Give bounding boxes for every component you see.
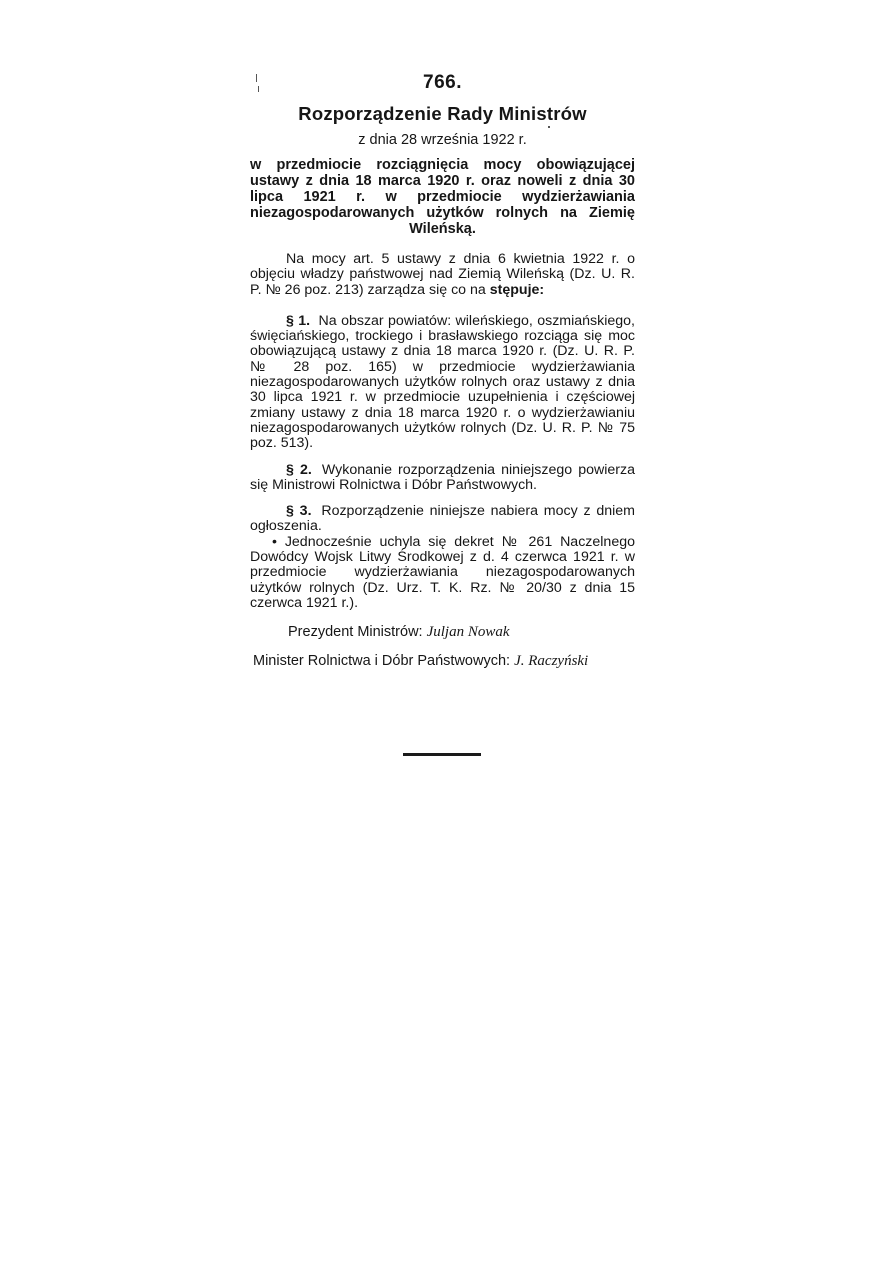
page-number: 766. (423, 72, 462, 93)
signature-minister-name: J. Raczyński (514, 653, 589, 670)
extra-paragraph-bullet: • (272, 533, 285, 550)
section-3 (250, 504, 635, 535)
signature-president (288, 624, 635, 641)
section-2-text: Wykonanie rozporządzenia niniejszego powierza się Ministrowi Rolnictwa i Dóbr Państwowych. (250, 461, 635, 493)
section-1-label: § 1. (286, 312, 311, 329)
section-3-label: § 3. (286, 503, 312, 520)
extra-paragraph (250, 535, 635, 611)
scan-speck (256, 74, 257, 82)
regulation-title: Rozporządzenie Rady Ministrów (298, 103, 587, 124)
section-2-label: § 2. (286, 461, 312, 478)
section-1-text: Na obszar powiatów: wileńskiego, oszmiańskiego, święciańskiego, trockiego i brasławskiego rozciąga się moc obowiązującą ustawy z dnia 18 marca 1920 r. (Dz. U. R. P. № 28 poz. 165) w przedmiocie wydzierżawiania niezagospodarowanych użytków rolnych oraz ustawy z dnia 30 lipca 1921 r. w przedmiocie uzupełnienia i częściowej zmiany ustawy z dnia 18 marca 1920 r. o wydzierżawianiu niezagospodarowanych użytków rolnych (Dz. U. R. P. № 75 poz. 513). (250, 312, 635, 452)
signature-minister (253, 653, 635, 670)
scan-speck (548, 126, 550, 128)
preamble (250, 252, 635, 298)
section-3-text: Rozporządzenie niniejsze nabiera mocy z dniem ogłoszenia. (250, 503, 635, 535)
date-line: z dnia 28 września 1922 r. (358, 132, 527, 148)
regulation-subject: w przedmiocie rozciągnięcia mocy obowiązującej ustawy z dnia 18 marca 1920 r. oraz noweli z dnia 30 lipca 1921 r. w przedmiocie wydzierżawiania niezagospodarowanych użytków rolnych na Ziemię Wileńską. (250, 157, 635, 237)
regulation-column (250, 72, 635, 670)
extra-paragraph-text: Jednocześnie uchyla się dekret № 261 Naczelnego Dowódcy Wojsk Litwy Środkowej z d. 4 czerwca 1921 r. w przedmiocie wydzierżawiania niezagospodarowanych użytków rolnych (Dz. Urz. T. K. Rz. № 20/30 z dnia 15 czerwca 1921 r.). (250, 533, 635, 611)
section-1 (250, 314, 635, 452)
scan-speck (258, 86, 259, 92)
section-2 (250, 463, 635, 494)
preamble-end: stępuje: (489, 281, 545, 298)
signature-minister-role: Minister Rolnictwa i Dóbr Państwowych: (253, 653, 511, 670)
closing-rule (403, 753, 481, 756)
signature-president-role: Prezydent Ministrów: (288, 624, 423, 641)
signature-president-name: Juljan Nowak (426, 624, 510, 641)
preamble-text: Na mocy art. 5 ustawy z dnia 6 kwietnia 1922 r. o objęciu władzy państwowej nad Ziemią Wileńską (Dz. U. R. P. № 26 poz. 213) zarządza się co na (250, 251, 635, 298)
